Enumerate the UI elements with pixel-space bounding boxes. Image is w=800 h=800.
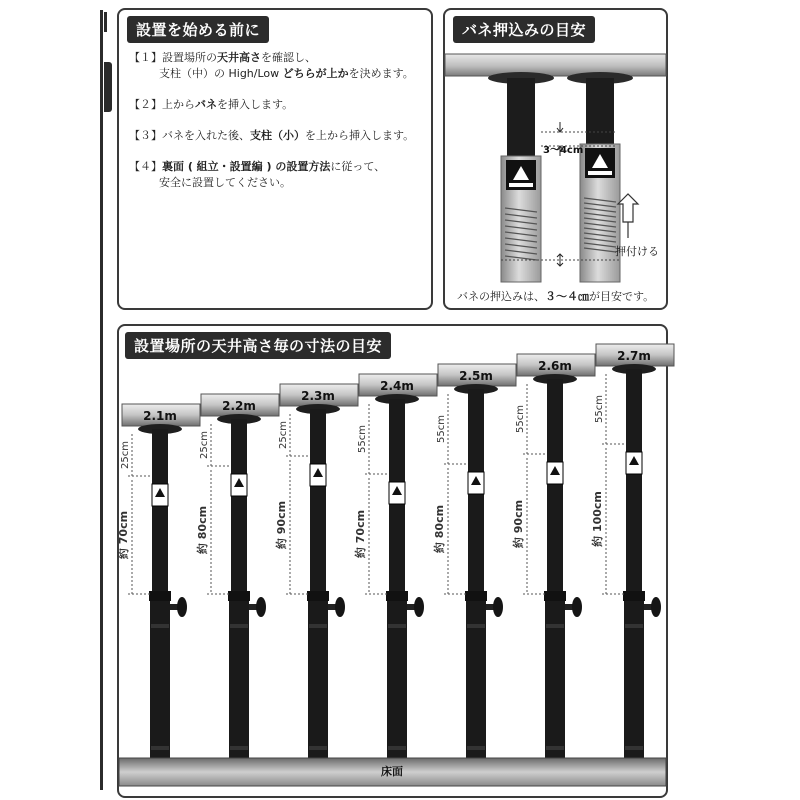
pole-foot-ring bbox=[625, 746, 643, 750]
step-1-emphasis-b: どちらが上か bbox=[282, 67, 349, 80]
pole-1 bbox=[116, 404, 200, 758]
step-3-emphasis: 支柱（小） bbox=[250, 129, 305, 142]
pole-collar bbox=[544, 591, 566, 601]
floor-label: 床面 bbox=[381, 765, 403, 778]
pole-upper bbox=[152, 429, 168, 606]
spring-caption-a: バネの押込みは、 bbox=[457, 290, 545, 303]
pole-5 bbox=[432, 364, 516, 758]
spring-illustration bbox=[445, 10, 666, 308]
adjust-knob-icon bbox=[414, 597, 424, 617]
pole-upper bbox=[468, 389, 484, 606]
upper-dimension-label: 55cm bbox=[357, 425, 368, 453]
step-1-text-a: 設置場所の bbox=[162, 51, 217, 64]
pole-foot-ring bbox=[230, 746, 248, 750]
spring-guide-panel bbox=[443, 8, 668, 310]
install-steps bbox=[129, 50, 425, 206]
step-3-text-a: バネを入れた後、 bbox=[162, 129, 250, 142]
adjust-knob-icon bbox=[493, 597, 503, 617]
step-4-text-b: 安全に設置してください。 bbox=[159, 176, 291, 189]
adjust-knob-icon bbox=[335, 597, 345, 617]
pole-ring bbox=[151, 624, 169, 628]
pole-collar bbox=[307, 591, 329, 601]
lower-dimension-label: 約 70cm bbox=[354, 509, 367, 559]
left-label-stripe bbox=[509, 183, 533, 187]
pole-6 bbox=[511, 354, 595, 758]
pole-foot-ring bbox=[388, 746, 406, 750]
ceiling-bar bbox=[445, 54, 666, 76]
step-1-text-b: を確認し、 bbox=[261, 51, 316, 64]
pole-collar bbox=[228, 591, 250, 601]
pole-upper bbox=[310, 409, 326, 606]
step-3-number: 【３】 bbox=[129, 129, 162, 142]
pole-foot-ring bbox=[467, 746, 485, 750]
ceiling-height-label: 2.1m bbox=[143, 409, 177, 423]
pole-foot-ring bbox=[309, 746, 327, 750]
upper-dimension-label: 55cm bbox=[594, 395, 605, 423]
adjust-knob-icon bbox=[256, 597, 266, 617]
pole-upper bbox=[231, 419, 247, 606]
ceiling-height-label: 2.2m bbox=[222, 399, 256, 413]
page-edge-line bbox=[100, 10, 103, 790]
pole-upper bbox=[626, 369, 642, 606]
ceiling-height-label: 2.3m bbox=[301, 389, 335, 403]
step-4 bbox=[129, 159, 425, 191]
step-1 bbox=[129, 50, 425, 82]
ceiling-height-label: 2.4m bbox=[380, 379, 414, 393]
pole-4 bbox=[353, 374, 437, 758]
pole-group bbox=[116, 344, 674, 758]
pole-ring bbox=[625, 624, 643, 628]
upper-dimension-label: 25cm bbox=[278, 421, 289, 449]
step-2 bbox=[129, 97, 425, 113]
upper-dimension-label: 55cm bbox=[436, 415, 447, 443]
step-1-text-c: 支柱（中）の High/Low bbox=[159, 67, 283, 80]
step-2-number: 【２】 bbox=[129, 98, 162, 111]
step-3 bbox=[129, 128, 425, 144]
height-guide-panel bbox=[117, 324, 668, 798]
step-2-emphasis: バネ bbox=[195, 98, 217, 111]
before-install-title: 設置を始める前に bbox=[127, 16, 269, 43]
pole-2 bbox=[195, 394, 279, 758]
right-label-stripe bbox=[588, 171, 612, 175]
lower-dimension-label: 約 100cm bbox=[591, 491, 604, 547]
spring-guide-title: バネ押込みの目安 bbox=[453, 16, 595, 43]
pole-3 bbox=[274, 384, 358, 758]
push-label: 押付ける bbox=[615, 245, 659, 258]
ceiling-height-label: 2.6m bbox=[538, 359, 572, 373]
pole-collar bbox=[386, 591, 408, 601]
pole-collar bbox=[623, 591, 645, 601]
step-2-text-a: 上から bbox=[162, 98, 195, 111]
page-edge-mark bbox=[104, 12, 107, 32]
before-install-panel bbox=[117, 8, 433, 310]
height-chart bbox=[119, 326, 666, 796]
step-1-number: 【１】 bbox=[129, 51, 162, 64]
lower-dimension-label: 約 90cm bbox=[275, 500, 288, 550]
spring-caption bbox=[457, 289, 654, 303]
lower-dimension-label: 約 90cm bbox=[512, 499, 525, 549]
step-4-number: 【４】 bbox=[129, 160, 162, 173]
right-pole-upper bbox=[586, 78, 614, 146]
height-guide-title: 設置場所の天井高さ毎の寸法の目安 bbox=[125, 332, 391, 359]
lower-dimension-label: 約 80cm bbox=[433, 504, 446, 554]
pole-upper bbox=[547, 379, 563, 606]
pole-foot-ring bbox=[546, 746, 564, 750]
step-2-text-b: を挿入します。 bbox=[217, 98, 294, 111]
left-pole-upper bbox=[507, 78, 535, 158]
lower-dimension-label: 約 70cm bbox=[117, 510, 130, 560]
adjust-knob-icon bbox=[572, 597, 582, 617]
pole-7 bbox=[590, 344, 674, 758]
step-4-emphasis: 裏面 ( 組立・設置編 ) の設置方法 bbox=[162, 160, 331, 173]
pole-ring bbox=[230, 624, 248, 628]
page-edge-tab bbox=[104, 62, 112, 112]
upper-dimension-label: 55cm bbox=[515, 405, 526, 433]
step-4-text-a: に従って、 bbox=[330, 160, 386, 173]
lower-dimension-label: 約 80cm bbox=[196, 505, 209, 555]
push-up-arrow-icon bbox=[618, 194, 638, 222]
pole-collar bbox=[149, 591, 171, 601]
ceiling-height-label: 2.5m bbox=[459, 369, 493, 383]
pole-foot-ring bbox=[151, 746, 169, 750]
gap-label: 3～4cm bbox=[543, 145, 584, 156]
upper-dimension-label: 25cm bbox=[120, 441, 131, 469]
step-1-emphasis-a: 天井高さ bbox=[217, 51, 261, 64]
pole-ring bbox=[309, 624, 327, 628]
spring-caption-c: が目安です。 bbox=[589, 290, 655, 303]
pole-collar bbox=[465, 591, 487, 601]
upper-dimension-label: 25cm bbox=[199, 431, 210, 459]
pole-ring bbox=[388, 624, 406, 628]
adjust-knob-icon bbox=[177, 597, 187, 617]
pole-ring bbox=[467, 624, 485, 628]
ceiling-height-label: 2.7m bbox=[617, 349, 651, 363]
step-1-text-d: を決めます。 bbox=[348, 67, 414, 80]
pole-ring bbox=[546, 624, 564, 628]
adjust-knob-icon bbox=[651, 597, 661, 617]
step-3-text-b: を上から挿入します。 bbox=[305, 129, 415, 142]
spring-caption-b: ３～４㎝ bbox=[545, 290, 589, 303]
